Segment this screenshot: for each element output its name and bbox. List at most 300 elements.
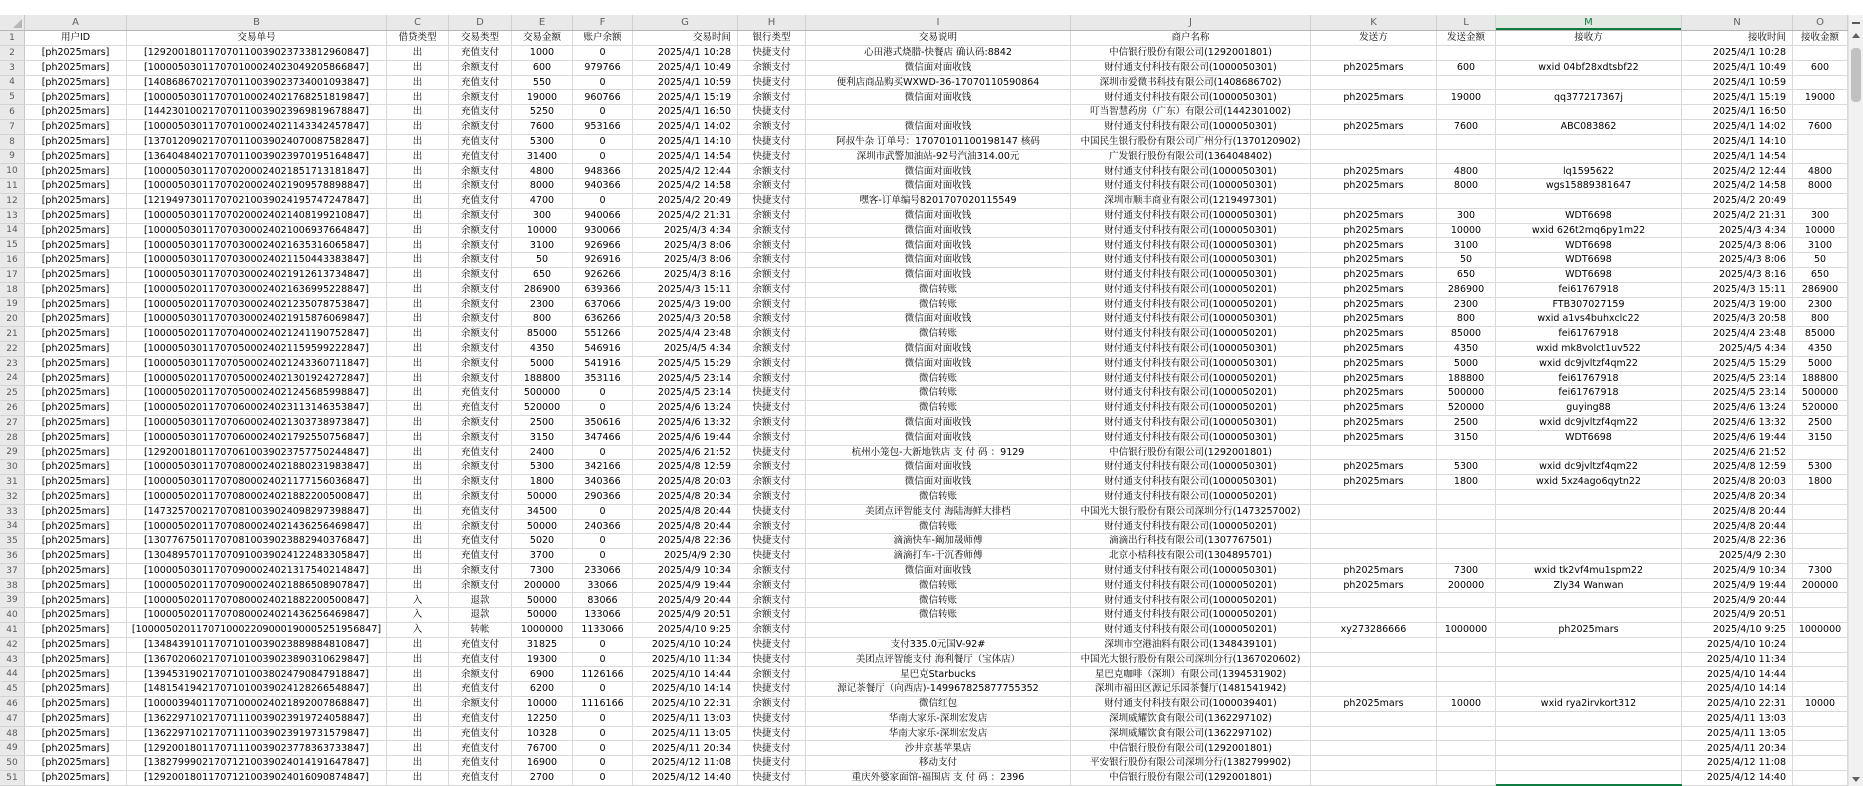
- cell[interactable]: [1496, 593, 1682, 608]
- cell[interactable]: 2025/4/2 20:49: [1682, 194, 1793, 209]
- cell[interactable]: [1437, 638, 1496, 653]
- cell[interactable]: 深圳威耀饮食有限公司(1362297102): [1071, 727, 1311, 742]
- cell[interactable]: 3150: [512, 431, 573, 446]
- cell[interactable]: 2025/4/8 20:03: [633, 475, 738, 490]
- cell[interactable]: 星巴克咖啡（深圳）有限公司(1394531902): [1071, 667, 1311, 682]
- cell[interactable]: 余额支付: [738, 209, 806, 224]
- cell[interactable]: 2025/4/1 14:54: [1682, 150, 1793, 165]
- cell[interactable]: [1496, 194, 1682, 209]
- cell[interactable]: 2025/4/1 10:49: [1682, 61, 1793, 76]
- column-header-H[interactable]: H: [738, 15, 806, 30]
- cell[interactable]: 出: [387, 194, 449, 209]
- cell[interactable]: 2025/4/2 20:49: [633, 194, 738, 209]
- cell[interactable]: 2025/4/6 19:44: [633, 431, 738, 446]
- cell[interactable]: 微信转账: [806, 372, 1071, 387]
- cell[interactable]: 2025/4/8 20:03: [1682, 475, 1793, 490]
- cell[interactable]: 财付通支付科技有限公司(1000050301): [1071, 312, 1311, 327]
- cell[interactable]: 4800: [512, 164, 573, 179]
- cell[interactable]: 财付通支付科技有限公司(1000050301): [1071, 238, 1311, 253]
- cell[interactable]: 出: [387, 771, 449, 786]
- cell[interactable]: 财付通支付科技有限公司(1000050201): [1071, 327, 1311, 342]
- cell[interactable]: 余额支付: [738, 298, 806, 313]
- cell[interactable]: 520000: [1437, 401, 1496, 416]
- cell[interactable]: 财付通支付科技有限公司(1000050201): [1071, 298, 1311, 313]
- cell[interactable]: 出: [387, 61, 449, 76]
- cell[interactable]: 余额支付: [449, 253, 512, 268]
- cell[interactable]: ph2025mars: [1311, 268, 1437, 283]
- cell[interactable]: 广发银行股份有限公司(1364048402): [1071, 150, 1311, 165]
- cell[interactable]: 出: [387, 534, 449, 549]
- cell[interactable]: WDT6698: [1496, 268, 1682, 283]
- cell[interactable]: [144230100217070110039023969819678847]: [127, 105, 387, 120]
- cell[interactable]: [100005030117070500024021159599222847]: [127, 342, 387, 357]
- cell[interactable]: 财付通支付科技有限公司(1000050201): [1071, 520, 1311, 535]
- cell[interactable]: [806, 623, 1071, 638]
- cell[interactable]: 33066: [573, 579, 633, 594]
- cell[interactable]: 0: [573, 194, 633, 209]
- cell[interactable]: [100005030117070300024021006937664847]: [127, 224, 387, 239]
- row-header-50[interactable]: 50: [0, 756, 25, 771]
- cell[interactable]: 深圳市爱微书科技有限公司(1408686702): [1071, 76, 1311, 91]
- cell[interactable]: [ph2025mars]: [25, 446, 127, 461]
- cell[interactable]: 充值支付: [449, 756, 512, 771]
- cell[interactable]: 34500: [512, 505, 573, 520]
- cell[interactable]: 1000000: [1793, 623, 1848, 638]
- cell[interactable]: 余额支付: [449, 268, 512, 283]
- cell[interactable]: 出: [387, 76, 449, 91]
- cell[interactable]: [100003940117071000024021892007868847]: [127, 697, 387, 712]
- cell[interactable]: [129200180117071110039023778363733847]: [127, 741, 387, 756]
- row-header-6[interactable]: 6: [0, 105, 25, 120]
- cell[interactable]: ph2025mars: [1311, 253, 1437, 268]
- cell[interactable]: 6200: [512, 682, 573, 697]
- cell[interactable]: 出: [387, 756, 449, 771]
- cell[interactable]: 2025/4/9 2:30: [633, 549, 738, 564]
- cell[interactable]: [100005030117070900024021317540214847]: [127, 564, 387, 579]
- cell[interactable]: [100005020117070300024021636995228847]: [127, 283, 387, 298]
- cell[interactable]: ph2025mars: [1311, 357, 1437, 372]
- cell[interactable]: ph2025mars: [1311, 298, 1437, 313]
- cell[interactable]: 中信银行股份有限公司(1292001801): [1071, 771, 1311, 786]
- cell[interactable]: 重庆外婆家面馆-福围店 支 付 码 ：2396: [806, 771, 1071, 786]
- cell[interactable]: 520000: [512, 401, 573, 416]
- cell[interactable]: 85000: [512, 327, 573, 342]
- cell[interactable]: 83066: [573, 593, 633, 608]
- cell[interactable]: 7300: [512, 564, 573, 579]
- cell[interactable]: [ph2025mars]: [25, 638, 127, 653]
- cell[interactable]: 微信转账: [806, 401, 1071, 416]
- cell[interactable]: 出: [387, 164, 449, 179]
- cell[interactable]: 余额支付: [449, 372, 512, 387]
- cell[interactable]: 930066: [573, 224, 633, 239]
- cell[interactable]: [1311, 549, 1437, 564]
- cell[interactable]: 2025/4/8 20:44: [1682, 520, 1793, 535]
- cell[interactable]: 支付335.0元国V-92#: [806, 638, 1071, 653]
- cell[interactable]: 余额支付: [738, 520, 806, 535]
- cell[interactable]: 入: [387, 593, 449, 608]
- cell[interactable]: 10000: [1793, 224, 1848, 239]
- cell[interactable]: 2300: [1437, 298, 1496, 313]
- cell[interactable]: 深圳市顺丰商业有限公司(1219497301): [1071, 194, 1311, 209]
- cell[interactable]: 财付通支付科技有限公司(1000050301): [1071, 357, 1311, 372]
- cell[interactable]: [1311, 756, 1437, 771]
- cell[interactable]: 出: [387, 727, 449, 742]
- cell[interactable]: 0: [573, 76, 633, 91]
- cell[interactable]: 0: [573, 534, 633, 549]
- row-header-19[interactable]: 19: [0, 298, 25, 313]
- cell[interactable]: 余额支付: [738, 667, 806, 682]
- cell[interactable]: 财付通支付科技有限公司(1000050201): [1071, 372, 1311, 387]
- cell[interactable]: 2025/4/12 14:40: [633, 771, 738, 786]
- cell[interactable]: 中国民生银行股份有限公司广州分行(1370120902): [1071, 135, 1311, 150]
- cell[interactable]: 1000000: [1437, 623, 1496, 638]
- cell[interactable]: 2025/4/6 13:32: [1682, 416, 1793, 431]
- column-header-J[interactable]: J: [1071, 15, 1311, 30]
- row-header-39[interactable]: 39: [0, 593, 25, 608]
- cell[interactable]: 300: [1437, 209, 1496, 224]
- cell[interactable]: [129200180117071210039024016090874847]: [127, 771, 387, 786]
- cell[interactable]: [1311, 105, 1437, 120]
- cell[interactable]: [ph2025mars]: [25, 431, 127, 446]
- row-header-4[interactable]: 4: [0, 76, 25, 91]
- cell[interactable]: 微信面对面收钱: [806, 564, 1071, 579]
- cell[interactable]: [ph2025mars]: [25, 771, 127, 786]
- cell[interactable]: 948366: [573, 164, 633, 179]
- cell[interactable]: WDT6698: [1496, 238, 1682, 253]
- cell[interactable]: 出: [387, 460, 449, 475]
- cell[interactable]: 快捷支付: [738, 534, 806, 549]
- cell[interactable]: ph2025mars: [1311, 401, 1437, 416]
- cell[interactable]: [1311, 638, 1437, 653]
- cell[interactable]: 余额支付: [738, 579, 806, 594]
- cell[interactable]: [1311, 534, 1437, 549]
- cell[interactable]: 财付通支付科技有限公司(1000050301): [1071, 564, 1311, 579]
- cell[interactable]: 财付通支付科技有限公司(1000050301): [1071, 475, 1311, 490]
- cell[interactable]: 650: [512, 268, 573, 283]
- cell[interactable]: 微信面对面收钱: [806, 120, 1071, 135]
- row-header-33[interactable]: 33: [0, 505, 25, 520]
- cell[interactable]: 充值支付: [449, 446, 512, 461]
- cell[interactable]: 微信面对面收钱: [806, 460, 1071, 475]
- cell[interactable]: 微信转账: [806, 490, 1071, 505]
- cell[interactable]: 转帐: [449, 623, 512, 638]
- cell[interactable]: [ph2025mars]: [25, 90, 127, 105]
- cell[interactable]: 余额支付: [449, 342, 512, 357]
- cell[interactable]: 出: [387, 46, 449, 61]
- cell[interactable]: [148154194217071010039024128266548847]: [127, 682, 387, 697]
- cell[interactable]: [100005030117070600024021792550756847]: [127, 431, 387, 446]
- cell[interactable]: 2025/4/6 13:24: [1682, 401, 1793, 416]
- cell[interactable]: wxid 626t2mq6py1m22: [1496, 224, 1682, 239]
- cell[interactable]: [100005030117070200024021909578898847]: [127, 179, 387, 194]
- cell[interactable]: 余额支付: [738, 61, 806, 76]
- cell[interactable]: ph2025mars: [1311, 460, 1437, 475]
- cell[interactable]: [136702060217071010039023890310629847]: [127, 653, 387, 668]
- row-header-10[interactable]: 10: [0, 164, 25, 179]
- cell[interactable]: 19000: [1793, 90, 1848, 105]
- cell[interactable]: [138279990217071210039024014191647847]: [127, 756, 387, 771]
- cell[interactable]: 出: [387, 372, 449, 387]
- cell[interactable]: 充值支付: [449, 76, 512, 91]
- cell[interactable]: wxid mk8volct1uv522: [1496, 342, 1682, 357]
- cell[interactable]: 出: [387, 120, 449, 135]
- cell[interactable]: 2025/4/8 20:44: [1682, 505, 1793, 520]
- row-header-18[interactable]: 18: [0, 283, 25, 298]
- cell[interactable]: [1496, 490, 1682, 505]
- cell[interactable]: 微信转账: [806, 593, 1071, 608]
- cell[interactable]: WDT6698: [1496, 209, 1682, 224]
- cell[interactable]: 2025/4/3 20:58: [633, 312, 738, 327]
- cell[interactable]: 926916: [573, 253, 633, 268]
- cell[interactable]: 2025/4/10 9:25: [1682, 623, 1793, 638]
- cell[interactable]: [100005030117070100024023049205866847]: [127, 61, 387, 76]
- cell[interactable]: 财付通支付科技有限公司(1000050301): [1071, 120, 1311, 135]
- cell[interactable]: [ph2025mars]: [25, 238, 127, 253]
- cell[interactable]: 10328: [512, 727, 573, 742]
- cell[interactable]: 余额支付: [449, 283, 512, 298]
- cell[interactable]: 财付通支付科技有限公司(1000050301): [1071, 253, 1311, 268]
- cell[interactable]: 充值支付: [449, 653, 512, 668]
- cell[interactable]: [1437, 653, 1496, 668]
- cell[interactable]: ph2025mars: [1311, 120, 1437, 135]
- cell[interactable]: Zly34 Wanwan: [1496, 579, 1682, 594]
- cell[interactable]: 1800: [512, 475, 573, 490]
- cell[interactable]: [130489570117070910039024122483305847]: [127, 549, 387, 564]
- cell[interactable]: wxid a1vs4buhxclc22: [1496, 312, 1682, 327]
- header-cell[interactable]: 用户ID: [25, 31, 127, 46]
- cell[interactable]: [1437, 682, 1496, 697]
- cell[interactable]: [1496, 150, 1682, 165]
- row-header-47[interactable]: 47: [0, 712, 25, 727]
- row-header-23[interactable]: 23: [0, 357, 25, 372]
- cell[interactable]: 余额支付: [738, 475, 806, 490]
- cell[interactable]: 1000000: [512, 623, 573, 638]
- cell[interactable]: [1793, 638, 1848, 653]
- column-header-M[interactable]: M: [1496, 15, 1682, 30]
- cell[interactable]: 充值支付: [449, 712, 512, 727]
- cell[interactable]: 财付通支付科技有限公司(1000050201): [1071, 623, 1311, 638]
- cell[interactable]: 50000: [512, 593, 573, 608]
- cell[interactable]: 财付通支付科技有限公司(1000050301): [1071, 460, 1311, 475]
- row-header-30[interactable]: 30: [0, 460, 25, 475]
- cell[interactable]: 7300: [1793, 564, 1848, 579]
- cell[interactable]: 出: [387, 564, 449, 579]
- cell[interactable]: ph2025mars: [1311, 386, 1437, 401]
- cell[interactable]: 2025/4/2 14:58: [1682, 179, 1793, 194]
- cell[interactable]: 0: [573, 756, 633, 771]
- cell[interactable]: wxid rya2irvkort312: [1496, 697, 1682, 712]
- cell[interactable]: 出: [387, 446, 449, 461]
- cell[interactable]: 余额支付: [738, 90, 806, 105]
- cell[interactable]: 中信银行股份有限公司(1292001801): [1071, 46, 1311, 61]
- cell[interactable]: 入: [387, 608, 449, 623]
- cell[interactable]: ph2025mars: [1311, 564, 1437, 579]
- cell[interactable]: 快捷支付: [738, 549, 806, 564]
- cell[interactable]: 133066: [573, 608, 633, 623]
- cell[interactable]: 1800: [1437, 475, 1496, 490]
- cell[interactable]: [1496, 135, 1682, 150]
- cell[interactable]: 16900: [512, 756, 573, 771]
- cell[interactable]: 546916: [573, 342, 633, 357]
- cell[interactable]: 2025/4/6 21:52: [1682, 446, 1793, 461]
- row-header-37[interactable]: 37: [0, 564, 25, 579]
- cell[interactable]: [1496, 534, 1682, 549]
- cell[interactable]: 余额支付: [449, 579, 512, 594]
- cell[interactable]: [100005020117070400024021241190752847]: [127, 327, 387, 342]
- cell[interactable]: 出: [387, 105, 449, 120]
- cell[interactable]: [1496, 727, 1682, 742]
- cell[interactable]: 2400: [512, 446, 573, 461]
- cell[interactable]: 滴滴快车-阚加晟师傅: [806, 534, 1071, 549]
- cell[interactable]: 余额支付: [738, 416, 806, 431]
- cell[interactable]: 4350: [1437, 342, 1496, 357]
- cell[interactable]: ph2025mars: [1311, 416, 1437, 431]
- cell[interactable]: 微信面对面收钱: [806, 312, 1071, 327]
- column-header-B[interactable]: B: [127, 15, 387, 30]
- cell[interactable]: 出: [387, 549, 449, 564]
- cell[interactable]: 2025/4/1 10:49: [633, 61, 738, 76]
- cell[interactable]: ph2025mars: [1311, 579, 1437, 594]
- cell[interactable]: 2025/4/12 11:08: [633, 756, 738, 771]
- cell[interactable]: [1311, 653, 1437, 668]
- cell[interactable]: 余额支付: [449, 224, 512, 239]
- cell[interactable]: 2025/4/3 8:06: [1682, 253, 1793, 268]
- cell[interactable]: 926966: [573, 238, 633, 253]
- cell[interactable]: 北京小桔科技有限公司(1304895701): [1071, 549, 1311, 564]
- cell[interactable]: guying88: [1496, 401, 1682, 416]
- cell[interactable]: 0: [573, 741, 633, 756]
- cell[interactable]: 快捷支付: [738, 150, 806, 165]
- cell[interactable]: [ph2025mars]: [25, 756, 127, 771]
- cell[interactable]: 微信面对面收钱: [806, 224, 1071, 239]
- cell[interactable]: 0: [573, 727, 633, 742]
- cell[interactable]: [ph2025mars]: [25, 593, 127, 608]
- row-header-27[interactable]: 27: [0, 416, 25, 431]
- cell[interactable]: [1311, 682, 1437, 697]
- cell[interactable]: 4800: [1437, 164, 1496, 179]
- cell[interactable]: [1793, 741, 1848, 756]
- cell[interactable]: 充值支付: [449, 401, 512, 416]
- cell[interactable]: 财付通支付科技有限公司(1000050201): [1071, 579, 1311, 594]
- cell[interactable]: [ph2025mars]: [25, 312, 127, 327]
- cell[interactable]: 2025/4/5 23:14: [633, 372, 738, 387]
- cell[interactable]: 阿叔牛杂 订单号：17070101100198147 核码: [806, 135, 1071, 150]
- cell[interactable]: ph2025mars: [1311, 224, 1437, 239]
- cell[interactable]: 余额支付: [449, 90, 512, 105]
- cell[interactable]: [100005020117070800024021436256469847]: [127, 608, 387, 623]
- cell[interactable]: [1437, 593, 1496, 608]
- cell[interactable]: 5300: [1437, 460, 1496, 475]
- cell[interactable]: 财付通支付科技有限公司(1000050301): [1071, 164, 1311, 179]
- cell[interactable]: 快捷支付: [738, 756, 806, 771]
- cell[interactable]: 中信银行股份有限公司(1292001801): [1071, 741, 1311, 756]
- cell[interactable]: 余额支付: [449, 238, 512, 253]
- cell[interactable]: 微信面对面收钱: [806, 357, 1071, 372]
- cell[interactable]: 2500: [512, 416, 573, 431]
- cell[interactable]: [100005020117070900024021886508907847]: [127, 579, 387, 594]
- cell[interactable]: 3100: [512, 238, 573, 253]
- cell[interactable]: 深圳威耀饮食有限公司(1362297102): [1071, 712, 1311, 727]
- cell[interactable]: 2025/4/2 12:44: [633, 164, 738, 179]
- cell[interactable]: 2025/4/12 14:40: [1682, 771, 1793, 786]
- cell[interactable]: 杭州小笼包-大新地铁店 支 付 码 ：9129: [806, 446, 1071, 461]
- scroll-down-icon[interactable]: [1852, 777, 1860, 782]
- cell[interactable]: 余额支付: [449, 667, 512, 682]
- cell[interactable]: 余额支付: [738, 327, 806, 342]
- row-header-8[interactable]: 8: [0, 135, 25, 150]
- cell[interactable]: [ph2025mars]: [25, 76, 127, 91]
- cell[interactable]: 2025/4/1 16:50: [1682, 105, 1793, 120]
- cell[interactable]: 2025/4/10 11:34: [633, 653, 738, 668]
- cell[interactable]: 充值支付: [449, 150, 512, 165]
- cell[interactable]: [1496, 638, 1682, 653]
- cell[interactable]: 2025/4/9 20:44: [1682, 593, 1793, 608]
- row-header-16[interactable]: 16: [0, 253, 25, 268]
- cell[interactable]: [ph2025mars]: [25, 534, 127, 549]
- cell[interactable]: 微信红包: [806, 697, 1071, 712]
- cell[interactable]: 940366: [573, 179, 633, 194]
- cell[interactable]: 余额支付: [449, 312, 512, 327]
- cell[interactable]: wxid 5xz4ago6qytn22: [1496, 475, 1682, 490]
- cell[interactable]: 微信面对面收钱: [806, 342, 1071, 357]
- cell[interactable]: [ph2025mars]: [25, 727, 127, 742]
- cell[interactable]: 财付通支付科技有限公司(1000050201): [1071, 283, 1311, 298]
- cell[interactable]: 5000: [512, 357, 573, 372]
- cell[interactable]: [1311, 667, 1437, 682]
- cell[interactable]: 余额支付: [449, 179, 512, 194]
- cell[interactable]: [ph2025mars]: [25, 194, 127, 209]
- cell[interactable]: 微信转账: [806, 608, 1071, 623]
- cell[interactable]: 微信面对面收钱: [806, 209, 1071, 224]
- cell[interactable]: 0: [573, 401, 633, 416]
- cell[interactable]: [ph2025mars]: [25, 653, 127, 668]
- cell[interactable]: 1800: [1793, 475, 1848, 490]
- cell[interactable]: 3700: [512, 549, 573, 564]
- cell[interactable]: 微信面对面收钱: [806, 90, 1071, 105]
- cell[interactable]: 600: [1437, 61, 1496, 76]
- cell[interactable]: 650: [1793, 268, 1848, 283]
- cell[interactable]: [1437, 76, 1496, 91]
- cell[interactable]: 6900: [512, 667, 573, 682]
- cell[interactable]: 余额支付: [738, 283, 806, 298]
- cell[interactable]: 2025/4/11 20:34: [1682, 741, 1793, 756]
- cell[interactable]: [806, 105, 1071, 120]
- cell[interactable]: 800: [1437, 312, 1496, 327]
- cell[interactable]: [ph2025mars]: [25, 268, 127, 283]
- cell[interactable]: 800: [1793, 312, 1848, 327]
- cell[interactable]: [ph2025mars]: [25, 401, 127, 416]
- cell[interactable]: 31400: [512, 150, 573, 165]
- cell[interactable]: [1311, 727, 1437, 742]
- cell[interactable]: 微信面对面收钱: [806, 238, 1071, 253]
- cell[interactable]: [ph2025mars]: [25, 283, 127, 298]
- cell[interactable]: 出: [387, 741, 449, 756]
- cell[interactable]: 出: [387, 179, 449, 194]
- cell[interactable]: fei61767918: [1496, 386, 1682, 401]
- cell[interactable]: [1311, 76, 1437, 91]
- cell[interactable]: 出: [387, 135, 449, 150]
- cell[interactable]: 8000: [512, 179, 573, 194]
- row-header-25[interactable]: 25: [0, 386, 25, 401]
- cell[interactable]: [1437, 727, 1496, 742]
- row-header-36[interactable]: 36: [0, 549, 25, 564]
- cell[interactable]: ph2025mars: [1311, 164, 1437, 179]
- cell[interactable]: [ph2025mars]: [25, 120, 127, 135]
- cell[interactable]: 200000: [1437, 579, 1496, 594]
- cell[interactable]: ph2025mars: [1311, 61, 1437, 76]
- cell[interactable]: 300: [512, 209, 573, 224]
- cell[interactable]: wgs15889381647: [1496, 179, 1682, 194]
